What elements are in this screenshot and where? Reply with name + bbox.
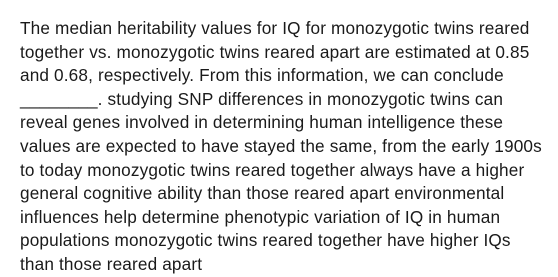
question-text: The median heritability values for IQ for monozygotic twins reared together vs. monozygotic twins reared apart are estimated at 0.85 and 0.68, respectively. From this information, we can conclude ________. studying SNP differences in monozygotic twins can reveal genes involved in determining human intelligence these values are expected to have stayed the same, from the early 1900s to today monozygotic twins reared together always have a higher general cognitive ability than those reared apart environmental influences help determine phenotypic variation of IQ in human populations monozygotic twins reared together have higher IQs than those reared apart [20, 18, 542, 274]
